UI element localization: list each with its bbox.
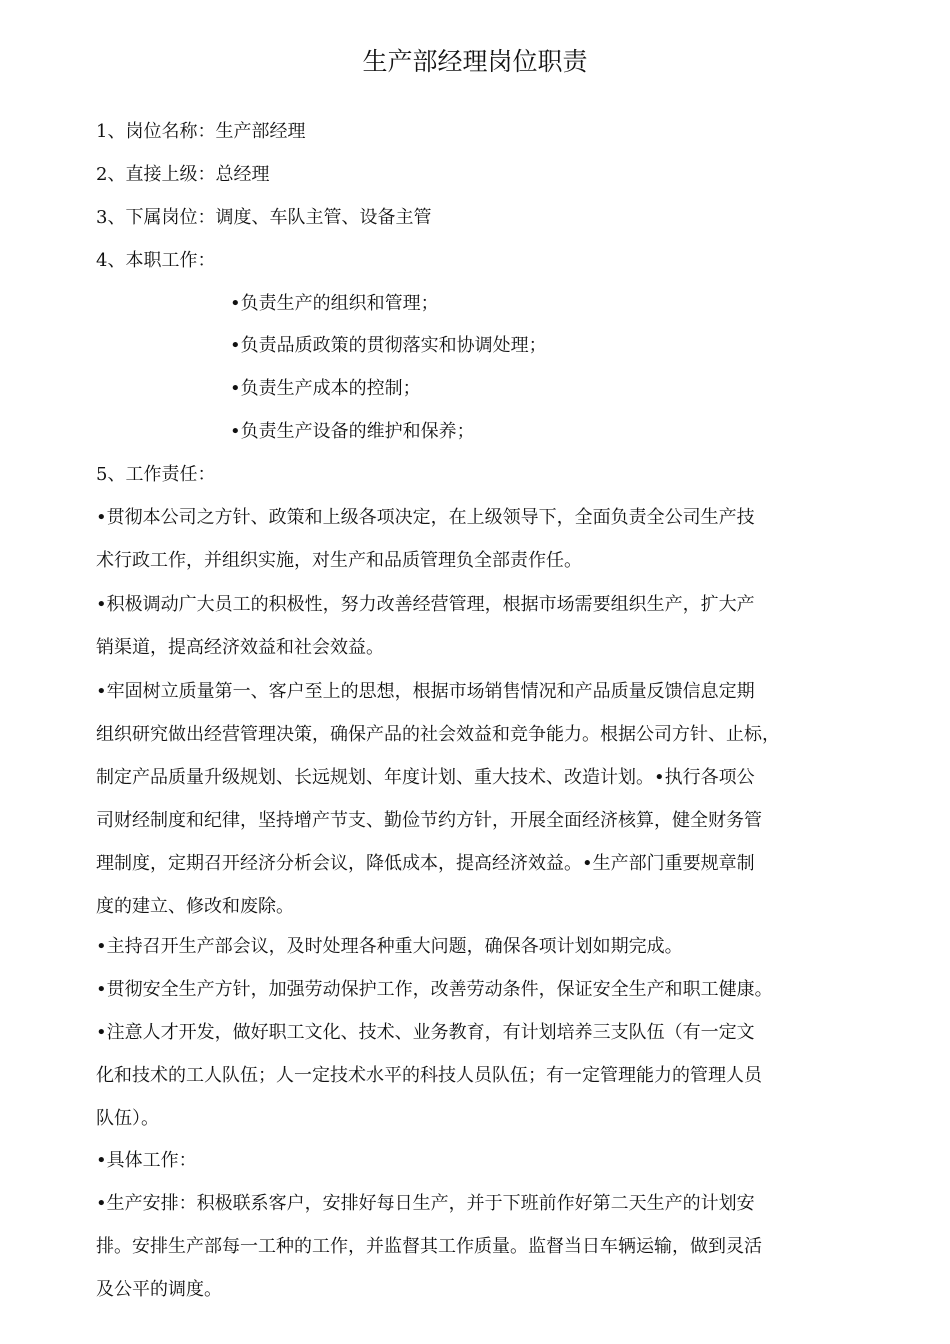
responsibility-paragraph-1 bbox=[96, 496, 866, 582]
paragraph-line: 及公平的调度。 bbox=[96, 1279, 222, 1300]
paragraph-line: 组织研究做出经营管理决策，确保产品的社会效益和竞争能力。根据公司方针、止标， bbox=[96, 724, 780, 745]
paragraph-line: 化和技术的工人队伍；人一定技术水平的科技人员队伍；有一定管理能力的管理人员 bbox=[96, 1065, 762, 1086]
paragraph-line: •牢固树立质量第一、客户至上的思想，根据市场销售情况和产品质量反馈信息定期 bbox=[96, 681, 755, 702]
paragraph-line: 术行政工作，并组织实施，对生产和品质管理负全部责作任。 bbox=[96, 550, 582, 571]
duty-item: •负责品质政策的贯彻落实和协调处理； bbox=[230, 335, 547, 356]
responsibility-paragraph-2 bbox=[96, 583, 866, 669]
paragraph-line: 制定产品质量升级规划、长远规划、年度计划、重大技术、改造计划。•执行各项公 bbox=[96, 767, 755, 788]
paragraph-line: 度的建立、修改和废除。 bbox=[96, 896, 294, 917]
responsibility-paragraph-4 bbox=[96, 925, 866, 968]
responsibility-paragraph-3 bbox=[96, 670, 866, 928]
paragraph-line: 理制度，定期召开经济分析会议，降低成本，提高经济效益。•生产部门重要规章制 bbox=[96, 853, 755, 874]
paragraph-line: 排。安排生产部每一工种的工作，并监督其工作质量。监督当日车辆运输，做到灵活 bbox=[96, 1236, 762, 1257]
duty-item: •负责生产设备的维护和保养； bbox=[230, 421, 475, 442]
duty-item: •负责生产的组织和管理； bbox=[230, 293, 439, 314]
paragraph-line: •贯彻安全生产方针，加强劳动保护工作，改善劳动条件，保证安全生产和职工健康。 bbox=[96, 979, 773, 1000]
paragraph-line: •生产安排：积极联系客户，安排好每日生产，并于下班前作好第二天生产的计划安 bbox=[96, 1193, 755, 1214]
paragraph-line: •注意人才开发，做好职工文化、技术、业务教育，有计划培养三支队伍（有一定文 bbox=[96, 1022, 755, 1043]
paragraph-line: •积极调动广大员工的积极性，努力改善经营管理，根据市场需要组织生产，扩大产 bbox=[96, 594, 755, 615]
position-name-line: 1、岗位名称：生产部经理 bbox=[96, 121, 306, 142]
specific-work-heading bbox=[96, 1139, 866, 1182]
document-title: 生产部经理岗位职责 bbox=[362, 47, 588, 76]
paragraph-line: 司财经制度和纪律，坚持增产节支、勤俭节约方针，开展全面经济核算，健全财务管 bbox=[96, 810, 762, 831]
paragraph-line: 队伍）。 bbox=[96, 1108, 159, 1129]
paragraph-line: •贯彻本公司之方针、政策和上级各项决定，在上级领导下，全面负责全公司生产技 bbox=[96, 507, 755, 528]
duty-item: •负责生产成本的控制； bbox=[230, 378, 421, 399]
direct-supervisor-line: 2、直接上级：总经理 bbox=[96, 164, 270, 185]
paragraph-line: •具体工作： bbox=[96, 1150, 197, 1171]
paragraph-line: •主持召开生产部会议，及时处理各种重大问题，确保各项计划如期完成。 bbox=[96, 936, 683, 957]
responsibility-paragraph-6 bbox=[96, 1011, 866, 1140]
responsibility-paragraph-5 bbox=[96, 968, 866, 1011]
subordinate-positions-line: 3、下属岗位：调度、车队主管、设备主管 bbox=[96, 207, 432, 228]
paragraph-line: 销渠道，提高经济效益和社会效益。 bbox=[96, 637, 384, 658]
production-arrangement-paragraph bbox=[96, 1182, 866, 1311]
work-responsibility-heading: 5、工作责任： bbox=[96, 464, 216, 485]
main-work-heading: 4、本职工作： bbox=[96, 250, 216, 271]
